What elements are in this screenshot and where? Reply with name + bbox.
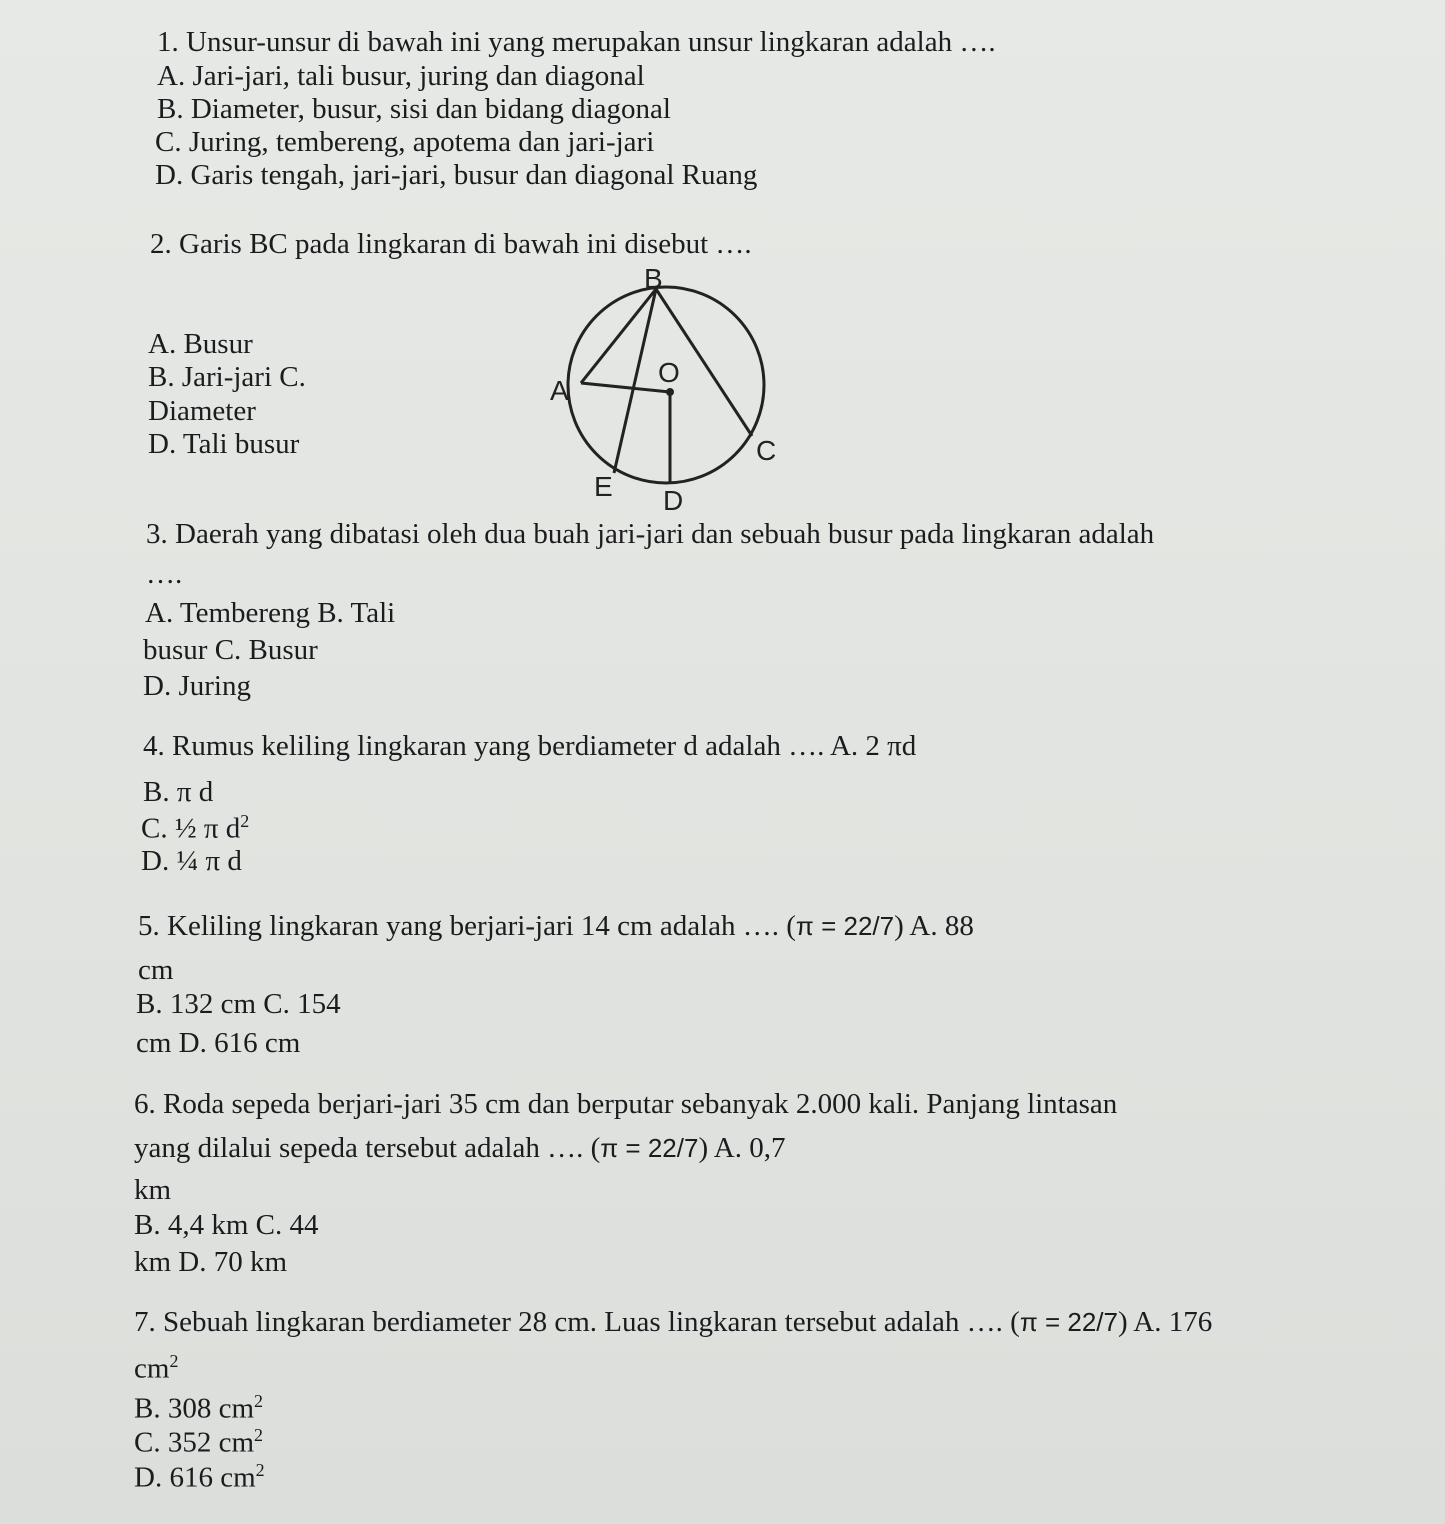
q7-option-a: ) A. 176 <box>1118 1306 1213 1338</box>
q1-option-a: A. Jari-jari, tali busur, juring dan diagonal <box>157 60 645 92</box>
q2-option-a: A. Busur <box>148 328 253 360</box>
label-c: C <box>756 435 777 466</box>
q4-option-c-exponent: 2 <box>240 811 250 831</box>
radius-ao <box>581 383 670 392</box>
q1-option-d: D. Garis tengah, jari-jari, busur dan diagonal Ruang <box>155 159 758 191</box>
q4-option-c <box>141 812 249 844</box>
q5-stem-text: 5. Keliling lingkaran yang berjari-jari 14 cm adalah …. ( <box>138 910 796 942</box>
q7-unit-text: cm <box>134 1352 170 1385</box>
q2-option-d: D. Tali busur <box>148 428 300 460</box>
label-d: D <box>663 485 684 516</box>
q7-pi-value: π = 22/7 <box>1019 1307 1118 1337</box>
q6-option-a: ) A. 0,7 <box>698 1132 786 1164</box>
q7-option-d <box>134 1461 265 1493</box>
q6-line-3: km <box>134 1174 172 1206</box>
q5-line-2: cm <box>138 954 174 986</box>
q5-option-a: ) A. 88 <box>894 910 974 942</box>
q2-stem: 2. Garis BC pada lingkaran di bawah ini disebut …. <box>150 228 752 260</box>
q7-option-b <box>134 1392 263 1424</box>
q1-option-b: B. Diameter, busur, sisi dan bidang diagonal <box>157 93 671 125</box>
q5-stem <box>138 912 974 941</box>
q2-option-b: B. Jari-jari C. <box>148 361 306 393</box>
q7-stem-text: 7. Sebuah lingkaran berdiameter 28 cm. Luas lingkaran tersebut adalah …. ( <box>134 1306 1020 1338</box>
q4-option-c-text: C. ½ π d <box>141 812 241 845</box>
q4-stem: 4. Rumus keliling lingkaran yang berdiameter d adalah …. A. 2 πd <box>143 730 917 762</box>
q6-stem: 6. Roda sepeda berjari-jari 35 cm dan berputar sebanyak 2.000 kali. Panjang lintasan <box>134 1088 1118 1120</box>
q3-options-line-2: busur C. Busur <box>143 634 318 666</box>
center-point <box>666 388 674 396</box>
q7-option-b-exponent: 2 <box>254 1391 264 1411</box>
q4-option-d: D. ¼ π d <box>141 845 242 877</box>
q6-pi-value: π = 22/7 <box>600 1133 699 1163</box>
q2-option-c: Diameter <box>148 395 256 427</box>
q1-stem: 1. Unsur-unsur di bawah ini yang merupakan unsur lingkaran adalah …. <box>157 26 996 58</box>
q7-option-b-text: B. 308 cm <box>134 1392 255 1425</box>
label-b: B <box>644 263 663 294</box>
q7-option-d-exponent: 2 <box>255 1460 265 1480</box>
q6-line-5: km D. 70 km <box>134 1246 288 1278</box>
q1-option-c: C. Juring, tembereng, apotema dan jari-jari <box>155 126 655 158</box>
q7-unit-exponent: 2 <box>169 1351 179 1371</box>
q7-option-a-unit <box>134 1352 178 1384</box>
q3-options-line-3: D. Juring <box>143 670 251 702</box>
q5-pi-value: π = 22/7 <box>795 911 895 941</box>
q7-option-d-text: D. 616 cm <box>134 1461 256 1494</box>
q5-line-3: B. 132 cm C. 154 <box>136 988 341 1020</box>
label-e: E <box>594 471 613 502</box>
q7-option-c-exponent: 2 <box>254 1425 264 1445</box>
q4-option-b: B. π d <box>143 776 214 808</box>
q6-line-2 <box>134 1134 785 1163</box>
q3-options-line-1: A. Tembereng B. Tali <box>145 597 396 629</box>
q6-line-2-text: yang dilalui sepeda tersebut adalah …. ( <box>134 1132 601 1164</box>
q7-option-c <box>134 1426 263 1458</box>
q5-line-4: cm D. 616 cm <box>136 1027 301 1059</box>
label-a: A <box>550 375 569 406</box>
label-o: O <box>658 357 680 388</box>
q3-stem: 3. Daerah yang dibatasi oleh dua buah jari-jari dan sebuah busur pada lingkaran adalah <box>146 518 1155 550</box>
circle-diagram <box>540 258 790 520</box>
q7-stem <box>134 1308 1212 1337</box>
q7-option-c-text: C. 352 cm <box>134 1426 255 1459</box>
q6-line-4: B. 4,4 km C. 44 <box>134 1209 319 1241</box>
q3-stem-continuation: …. <box>146 558 183 590</box>
